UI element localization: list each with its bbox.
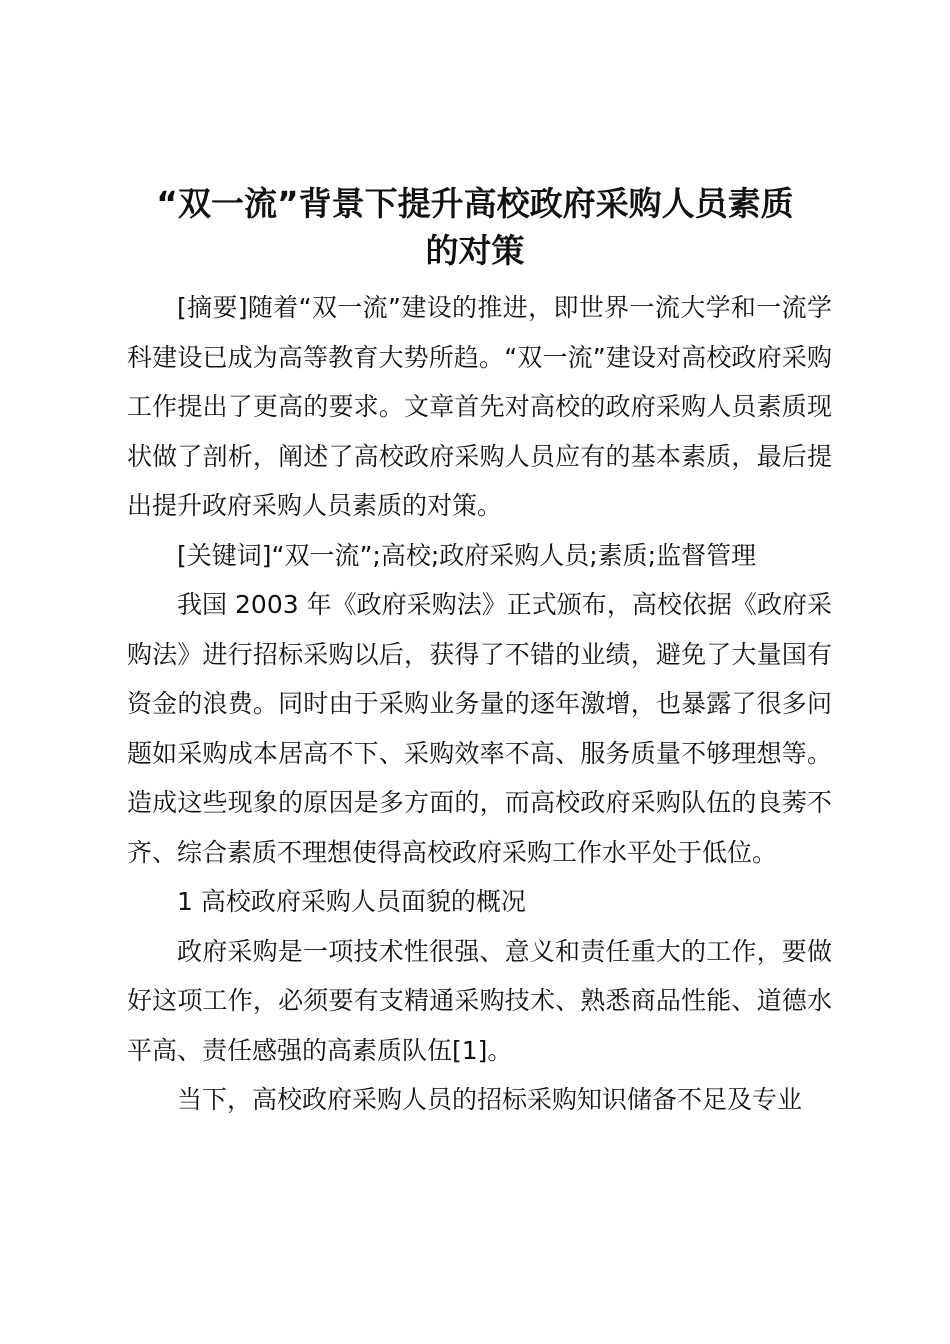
document-body <box>127 283 832 1125</box>
body-paragraph: 当下，高校政府采购人员的招标采购知识储备不足及专业 <box>177 1085 803 1114</box>
abstract-paragraph: [摘要]随着“双一流”建设的推进，即世界一流大学和一流学科建设已成为高等教育大势所趋。“双一流”建设对高校政府采购工作提出了更高的要求。文章首先对高校的政府采购人员素质现状做了剖析，阐述了高校政府采购人员应有的基本素质，最后提出提升政府采购人员素质的对策。 <box>127 293 832 520</box>
section-heading: 1 高校政府采购人员面貌的概况 <box>177 887 526 916</box>
intro-paragraph: 我国 2003 年《政府采购法》正式颁布，高校依据《政府采购法》进行招标采购以后，获得了不错的业绩，避免了大量国有资金的浪费。同时由于采购业务量的逐年激增，也暴露了很多问题如采购成本居高不下、采购效率不高、服务质量不够理想等。造成这些现象的原因是多方面的，而高校政府采购队伍的良莠不齐、综合素质不理想使得高校政府采购工作水平处于低位。 <box>127 590 832 867</box>
keywords-paragraph: [关键词]“双一流”;高校;政府采购人员;素质;监督管理 <box>177 540 757 570</box>
document-title <box>110 180 840 274</box>
title-line-1: “双一流”背景下提升高校政府采购人员素质 <box>156 184 794 223</box>
body-paragraph: 政府采购是一项技术性很强、意义和责任重大的工作，要做好这项工作，必须要有支精通采购技术、熟悉商品性能、道德水平高、责任感强的高素质队伍[1]。 <box>127 936 832 1065</box>
title-line-2: 的对策 <box>425 231 525 270</box>
